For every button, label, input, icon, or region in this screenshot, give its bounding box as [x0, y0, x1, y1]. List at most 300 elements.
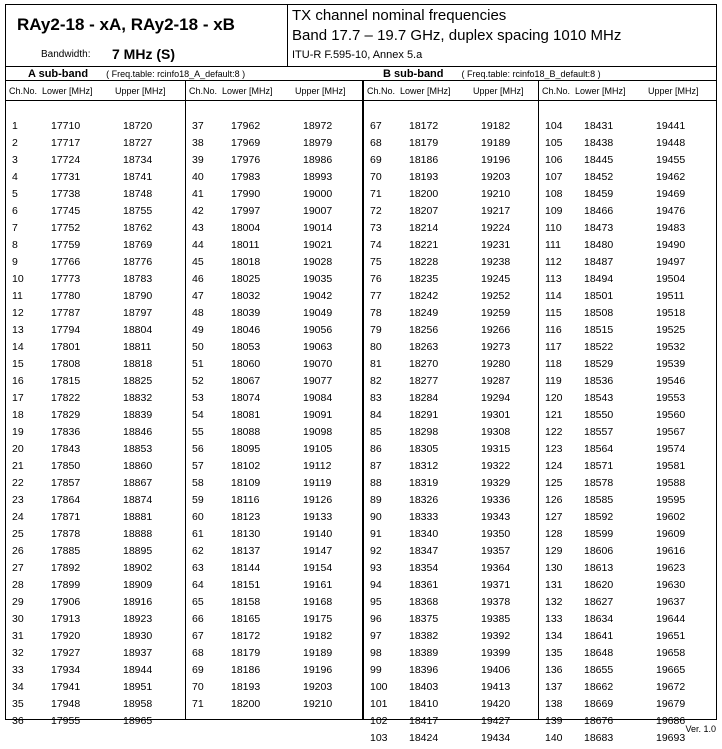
channel-number: 129	[545, 545, 563, 557]
lower-frequency: 17997	[231, 205, 261, 217]
table-row	[6, 477, 185, 494]
lower-header: Lower [MHz]	[42, 86, 93, 96]
table-row	[6, 239, 185, 256]
channel-number: 139	[545, 715, 563, 727]
upper-frequency: 19609	[656, 528, 686, 540]
upper-frequency: 18734	[123, 154, 153, 166]
channel-number: 74	[370, 239, 382, 251]
channel-number: 58	[192, 477, 204, 489]
lower-frequency: 18536	[584, 375, 614, 387]
upper-frequency: 18867	[123, 477, 153, 489]
table-row	[186, 256, 362, 273]
lower-frequency: 18361	[409, 579, 439, 591]
upper-frequency: 18923	[123, 613, 153, 625]
channel-number: 50	[192, 341, 204, 353]
upper-frequency: 19182	[303, 630, 333, 642]
upper-frequency: 19196	[481, 154, 511, 166]
upper-frequency: 19630	[656, 579, 686, 591]
lower-frequency: 18452	[584, 171, 614, 183]
table-row	[6, 545, 185, 562]
lower-frequency: 17983	[231, 171, 261, 183]
table-row	[186, 341, 362, 358]
lower-frequency: 18095	[231, 443, 261, 455]
table-row	[364, 307, 538, 324]
lower-frequency: 18585	[584, 494, 614, 506]
lower-frequency: 18473	[584, 222, 614, 234]
upper-frequency: 18916	[123, 596, 153, 608]
channel-number: 102	[370, 715, 388, 727]
channel-number: 68	[192, 647, 204, 659]
lower-frequency: 18501	[584, 290, 614, 302]
table-row	[539, 256, 716, 273]
channel-number: 78	[370, 307, 382, 319]
lower-frequency: 18550	[584, 409, 614, 421]
table-row	[6, 222, 185, 239]
lower-frequency: 18172	[231, 630, 261, 642]
channel-number: 36	[12, 715, 24, 727]
header-line-1: TX channel nominal frequencies	[292, 7, 507, 24]
channel-number: 25	[12, 528, 24, 540]
table-row	[364, 188, 538, 205]
lower-frequency: 18305	[409, 443, 439, 455]
lower-frequency: 18396	[409, 664, 439, 676]
table-row	[186, 154, 362, 171]
lower-frequency: 18312	[409, 460, 439, 472]
upper-header: Upper [MHz]	[473, 86, 524, 96]
upper-frequency: 19175	[303, 613, 333, 625]
table-row	[539, 732, 716, 749]
channel-number: 130	[545, 562, 563, 574]
lower-frequency: 17843	[51, 443, 81, 455]
subband-a-heading	[28, 68, 245, 80]
channel-number: 110	[545, 222, 562, 234]
table-row	[539, 375, 716, 392]
lower-frequency: 17934	[51, 664, 81, 676]
lower-frequency: 17857	[51, 477, 81, 489]
upper-frequency: 18986	[303, 154, 333, 166]
table-row	[539, 545, 716, 562]
upper-frequency: 18930	[123, 630, 153, 642]
upper-frequency: 19511	[656, 290, 685, 302]
channel-number: 127	[545, 511, 563, 523]
table-row	[6, 494, 185, 511]
lower-frequency: 18116	[231, 494, 260, 506]
subband-a-label: A sub-band	[28, 68, 89, 80]
lower-frequency: 18627	[584, 596, 614, 608]
lower-frequency: 18375	[409, 613, 439, 625]
upper-frequency: 19602	[656, 511, 686, 523]
table-row	[6, 256, 185, 273]
table-row	[539, 494, 716, 511]
channel-number: 53	[192, 392, 204, 404]
lower-frequency: 18179	[409, 137, 439, 149]
upper-frequency: 18818	[123, 358, 153, 370]
upper-frequency: 18993	[303, 171, 333, 183]
table-row	[364, 290, 538, 307]
lower-frequency: 17815	[51, 375, 81, 387]
upper-frequency: 18979	[303, 137, 333, 149]
channel-number: 71	[192, 698, 204, 710]
table-row	[186, 222, 362, 239]
channel-number: 125	[545, 477, 563, 489]
column-header	[186, 82, 362, 101]
channel-number: 40	[192, 171, 204, 183]
table-row	[364, 698, 538, 715]
channel-number: 95	[370, 596, 382, 608]
channel-number: 79	[370, 324, 382, 336]
upper-frequency: 19336	[481, 494, 511, 506]
header-left-box	[6, 5, 288, 67]
upper-frequency: 19126	[303, 494, 333, 506]
upper-frequency: 19532	[656, 341, 686, 353]
table-row	[364, 494, 538, 511]
lower-frequency: 18011	[231, 239, 260, 251]
upper-frequency: 19245	[481, 273, 511, 285]
lower-frequency: 18634	[584, 613, 614, 625]
channel-number: 73	[370, 222, 382, 234]
channel-number: 2	[12, 137, 18, 149]
upper-frequency: 18727	[123, 137, 153, 149]
channel-column	[6, 81, 185, 727]
channel-number: 45	[192, 256, 204, 268]
lower-frequency: 18074	[231, 392, 261, 404]
table-row	[539, 341, 716, 358]
channel-number: 66	[192, 613, 204, 625]
upper-frequency: 19392	[481, 630, 511, 642]
upper-frequency: 18825	[123, 375, 153, 387]
upper-frequency: 18888	[123, 528, 153, 540]
upper-frequency: 18804	[123, 324, 153, 336]
lower-frequency: 18228	[409, 256, 439, 268]
upper-frequency: 19280	[481, 358, 511, 370]
table-row	[539, 324, 716, 341]
table-row	[364, 562, 538, 579]
lower-frequency: 18368	[409, 596, 439, 608]
channel-number: 65	[192, 596, 204, 608]
upper-frequency: 19357	[481, 545, 511, 557]
lower-frequency: 18081	[231, 409, 261, 421]
channel-number: 104	[545, 120, 563, 132]
channel-number: 34	[12, 681, 24, 693]
upper-frequency: 19077	[303, 375, 333, 387]
lower-frequency: 17969	[231, 137, 261, 149]
lower-frequency: 18606	[584, 545, 614, 557]
channel-number: 111	[545, 239, 561, 251]
table-row	[186, 188, 362, 205]
channel-number: 24	[12, 511, 24, 523]
channel-number: 56	[192, 443, 204, 455]
channel-number: 44	[192, 239, 204, 251]
table-row	[539, 443, 716, 460]
table-row	[539, 239, 716, 256]
page-title: RAy2-18 - xA, RAy2-18 - xB	[17, 15, 235, 34]
upper-frequency: 19133	[303, 511, 333, 523]
table-row	[6, 528, 185, 545]
table-row	[186, 698, 362, 715]
lower-frequency: 17773	[51, 273, 81, 285]
lower-frequency: 18200	[409, 188, 439, 200]
table-row	[364, 579, 538, 596]
table-row	[364, 358, 538, 375]
upper-frequency: 19665	[656, 664, 686, 676]
channel-number: 37	[192, 120, 204, 132]
table-row	[539, 188, 716, 205]
table-row	[186, 630, 362, 647]
subband-a-table: ( Freq.table: rcinfo18_A_default:8 )	[106, 69, 246, 79]
upper-frequency: 19693	[656, 732, 686, 744]
upper-frequency: 19616	[656, 545, 686, 557]
upper-frequency: 18958	[123, 698, 153, 710]
ch-no-header: Ch.No.	[9, 86, 38, 96]
upper-frequency: 19434	[481, 732, 511, 744]
lower-frequency: 18165	[231, 613, 261, 625]
table-row	[539, 426, 716, 443]
table-row	[186, 494, 362, 511]
upper-frequency: 19035	[303, 273, 333, 285]
upper-frequency: 19056	[303, 324, 333, 336]
lower-frequency: 17752	[51, 222, 81, 234]
lower-frequency: 18382	[409, 630, 439, 642]
lower-frequency: 17955	[51, 715, 81, 727]
channel-number: 123	[545, 443, 563, 455]
channel-number: 1	[12, 120, 18, 132]
lower-frequency: 18172	[409, 120, 439, 132]
subband-b-table: ( Freq.table: rcinfo18_B_default:8 )	[461, 69, 601, 79]
table-row	[186, 528, 362, 545]
channel-number: 126	[545, 494, 563, 506]
lower-frequency: 18235	[409, 273, 439, 285]
upper-frequency: 19112	[303, 460, 332, 472]
table-row	[539, 137, 716, 154]
lower-frequency: 17850	[51, 460, 81, 472]
lower-frequency: 18543	[584, 392, 614, 404]
upper-frequency: 19574	[656, 443, 686, 455]
table-row	[364, 239, 538, 256]
lower-frequency: 18340	[409, 528, 439, 540]
upper-frequency: 19371	[481, 579, 511, 591]
version-label: Ver. 1.0	[685, 724, 716, 734]
upper-frequency: 19070	[303, 358, 333, 370]
upper-frequency: 19350	[481, 528, 511, 540]
channel-number: 13	[12, 324, 24, 336]
header-divider	[6, 66, 716, 67]
lower-frequency: 18249	[409, 307, 439, 319]
lower-frequency: 18564	[584, 443, 614, 455]
channel-number: 38	[192, 137, 204, 149]
channel-number: 33	[12, 664, 24, 676]
upper-frequency: 18776	[123, 256, 153, 268]
lower-frequency: 17787	[51, 307, 81, 319]
lower-frequency: 18130	[231, 528, 261, 540]
lower-frequency: 18284	[409, 392, 439, 404]
lower-frequency: 18459	[584, 188, 614, 200]
lower-frequency: 17731	[51, 171, 81, 183]
upper-frequency: 19063	[303, 341, 333, 353]
table-row	[6, 460, 185, 477]
lower-frequency: 18487	[584, 256, 614, 268]
upper-frequency: 19252	[481, 290, 511, 302]
channel-number: 64	[192, 579, 204, 591]
table-row	[186, 443, 362, 460]
upper-frequency: 19119	[303, 477, 332, 489]
upper-frequency: 18965	[123, 715, 153, 727]
lower-frequency: 18424	[409, 732, 439, 744]
channel-number: 83	[370, 392, 382, 404]
table-row	[364, 375, 538, 392]
table-row	[539, 460, 716, 477]
upper-frequency: 19161	[303, 579, 333, 591]
lower-frequency: 17822	[51, 392, 81, 404]
channel-number: 120	[545, 392, 563, 404]
lower-frequency: 18123	[231, 511, 261, 523]
table-row	[6, 647, 185, 664]
channel-number: 96	[370, 613, 382, 625]
channel-number: 133	[545, 613, 563, 625]
table-row	[539, 154, 716, 171]
channel-number: 81	[370, 358, 382, 370]
table-row	[6, 154, 185, 171]
upper-frequency: 19287	[481, 375, 511, 387]
upper-frequency: 19007	[303, 205, 333, 217]
upper-frequency: 19623	[656, 562, 686, 574]
table-row	[364, 120, 538, 137]
channel-number: 23	[12, 494, 24, 506]
upper-frequency: 19301	[481, 409, 511, 421]
table-row	[186, 307, 362, 324]
upper-frequency: 19441	[656, 120, 686, 132]
upper-frequency: 19014	[303, 222, 333, 234]
table-row	[539, 630, 716, 647]
table-row	[6, 630, 185, 647]
upper-frequency: 19588	[656, 477, 686, 489]
column-header	[539, 82, 716, 101]
channel-number: 105	[545, 137, 563, 149]
table-row	[6, 358, 185, 375]
upper-frequency: 19189	[481, 137, 511, 149]
upper-frequency: 18755	[123, 205, 153, 217]
lower-frequency: 18067	[231, 375, 261, 387]
ch-no-header: Ch.No.	[189, 86, 218, 96]
lower-frequency: 18207	[409, 205, 439, 217]
channel-number: 61	[192, 528, 204, 540]
channel-number: 107	[545, 171, 563, 183]
table-row	[186, 477, 362, 494]
lower-frequency: 18403	[409, 681, 439, 693]
table-row	[539, 562, 716, 579]
channel-number: 97	[370, 630, 382, 642]
upper-frequency: 19049	[303, 307, 333, 319]
table-row	[364, 681, 538, 698]
channel-number: 88	[370, 477, 382, 489]
lower-frequency: 18256	[409, 324, 439, 336]
lower-frequency: 18200	[231, 698, 261, 710]
upper-frequency: 18748	[123, 188, 153, 200]
channel-number: 113	[545, 273, 562, 285]
lower-frequency: 17780	[51, 290, 81, 302]
channel-number: 124	[545, 460, 563, 472]
channel-number: 108	[545, 188, 563, 200]
channel-number: 29	[12, 596, 24, 608]
upper-frequency: 19084	[303, 392, 333, 404]
channel-number: 5	[12, 188, 18, 200]
table-row	[186, 647, 362, 664]
upper-frequency: 19105	[303, 443, 333, 455]
lower-frequency: 18102	[231, 460, 261, 472]
column-header	[364, 82, 538, 101]
table-row	[186, 579, 362, 596]
upper-frequency: 19581	[656, 460, 686, 472]
lower-frequency: 18431	[584, 120, 614, 132]
channel-number: 3	[12, 154, 18, 166]
bandwidth-value: 7 MHz (S)	[112, 46, 175, 62]
table-row	[6, 426, 185, 443]
table-row	[364, 647, 538, 664]
channel-number: 55	[192, 426, 204, 438]
upper-frequency: 18839	[123, 409, 153, 421]
table-row	[186, 562, 362, 579]
lower-frequency: 17864	[51, 494, 81, 506]
table-row	[364, 256, 538, 273]
channel-number: 9	[12, 256, 18, 268]
lower-frequency: 17892	[51, 562, 81, 574]
table-row	[364, 205, 538, 222]
table-row	[186, 239, 362, 256]
table-row	[364, 613, 538, 630]
channel-number: 122	[545, 426, 563, 438]
channel-number: 47	[192, 290, 204, 302]
lower-frequency: 17724	[51, 154, 81, 166]
table-row	[364, 460, 538, 477]
upper-frequency: 19672	[656, 681, 686, 693]
upper-frequency: 19378	[481, 596, 511, 608]
lower-frequency: 17836	[51, 426, 81, 438]
upper-frequency: 19462	[656, 171, 686, 183]
channel-number: 54	[192, 409, 204, 421]
channel-number: 63	[192, 562, 204, 574]
lower-frequency: 17976	[231, 154, 261, 166]
channel-number: 48	[192, 307, 204, 319]
channel-number: 93	[370, 562, 382, 574]
table-row	[6, 698, 185, 715]
lower-frequency: 18445	[584, 154, 614, 166]
table-row	[364, 154, 538, 171]
upper-frequency: 19686	[656, 715, 686, 727]
table-row	[6, 324, 185, 341]
channel-number: 138	[545, 698, 563, 710]
channel-number: 67	[192, 630, 204, 642]
lower-frequency: 18004	[231, 222, 261, 234]
table-row	[186, 511, 362, 528]
channel-number: 84	[370, 409, 382, 421]
table-row	[6, 664, 185, 681]
lower-frequency: 17990	[231, 188, 261, 200]
upper-frequency: 18832	[123, 392, 153, 404]
table-row	[6, 562, 185, 579]
channel-number: 8	[12, 239, 18, 251]
lower-frequency: 18053	[231, 341, 261, 353]
upper-frequency: 19091	[303, 409, 333, 421]
channel-number: 86	[370, 443, 382, 455]
table-row	[539, 290, 716, 307]
upper-frequency: 19217	[481, 205, 511, 217]
channel-number: 112	[545, 256, 562, 268]
upper-frequency: 18937	[123, 647, 153, 659]
channel-number: 89	[370, 494, 382, 506]
channel-number: 20	[12, 443, 24, 455]
lower-frequency: 18578	[584, 477, 614, 489]
channel-number: 75	[370, 256, 382, 268]
channel-number: 70	[192, 681, 204, 693]
